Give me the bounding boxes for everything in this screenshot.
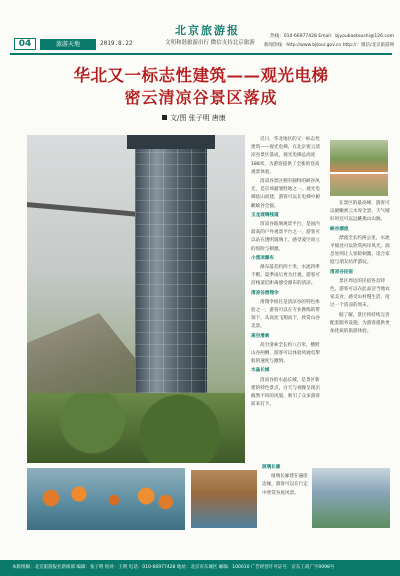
paragraph: 景区周边的民宿各具特色，游客可以在此品尝当地农家美食，感受山村慢生活，度过一个清凉的周末。 [330, 278, 390, 309]
section-heading: 玻璃长廊 [262, 465, 281, 470]
photo-landscape [312, 468, 390, 528]
section-tag: 旅游天地 [40, 39, 96, 50]
paragraph: 近日，华北地区的又一标志性建筑——观光电梯，在北京密云清凉谷景区落成，观光电梯总高度188米，为游客提供了全新的登高观景体验。 [251, 137, 320, 175]
article-column-2 [330, 200, 392, 462]
paragraph: 清凉谷的水晶长城，是景区新建的特色景点，白天与夜晚呈现出截然不同的风貌，吸引了众多游客前来打卡。 [251, 377, 320, 408]
paper-name: 北京旅游报 [175, 24, 240, 37]
paragraph: 清凉谷玻璃观景平台，是国内最高的户外观景平台之一，游客可以站在透明玻璃上，感受凌空而立的惊险与刺激。 [251, 222, 320, 252]
paragraph: 玻璃长廊建在悬崖边缘，游客可以在行走中欣赏谷底风景。 [262, 474, 308, 496]
elevator-top [127, 135, 215, 149]
paragraph: 高空滑索全长约八百米，横跨山谷两侧，游客可以体验风驰电掣般的速度与激情。 [251, 342, 320, 365]
paragraph: 瀑布落差约四十米，水流四季不断，夏季雨后更为壮观，游客可沿栈道近距离感受瀑布的清凉。 [251, 265, 320, 287]
header-rule [10, 53, 392, 55]
headline [20, 66, 382, 108]
issue-date: 2019.8.22 [100, 40, 133, 47]
page-number: 04 [14, 38, 36, 50]
slogan: 文明和谐旅游出行 微信支持北京旅游 [165, 40, 255, 46]
contact-line: 热线：010-66977428 Email：bjyoubaotoushi@126.com [270, 34, 394, 39]
paragraph: 滑翔伞项目是清凉谷的特色体验之一，游客可以在专业教练的带领下，从高处飞翔而下，欣赏山谷美景。 [251, 299, 320, 330]
footer-bar: 本版组稿：北京旅游报社新闻部 编辑：张子明 校对：王明 电话：010-66977428 地址：北京市东城区 邮编：100010 广告经营许可证号：京东工商广字0098号 [0, 560, 400, 576]
paragraph: 清凉谷景区拥有独特的峡谷风光，是京郊避暑胜地之一。观光电梯依山而建，游客可以在电梯中俯瞰峡谷全貌。 [251, 179, 320, 209]
photo-rafting [27, 468, 185, 530]
masthead [0, 0, 400, 52]
photo-boat [191, 470, 257, 528]
section-heading: 峡谷漂流 [330, 226, 349, 232]
section-heading: 玉龙玻璃栈道 [251, 212, 279, 218]
paragraph: 在景区的最高峰，游客可以俯瞰密云水库全景，天气晴好时还可以远眺燕山山脉。 [330, 201, 390, 223]
headline-line-2: 密云清凉谷景区落成 [124, 88, 278, 107]
section-heading: 清凉谷滑翔伞 [251, 290, 279, 296]
photo-top-right-2 [330, 174, 388, 196]
headline-line-1: 华北又一标志性建筑——观光电梯 [73, 66, 329, 85]
byline-text: 文/图 张子明 唐康 [170, 114, 226, 122]
rafters [37, 478, 177, 518]
paragraph: 漂流全长约两公里，水流平缓处可以欣赏两岸风光，湍急处则让人惊险刺激，适合家庭与朋友结伴游玩。 [330, 235, 390, 266]
glass-bridge [27, 202, 139, 217]
section-heading: 高空滑索 [251, 333, 270, 339]
photo-top-right-1 [330, 140, 388, 172]
section-heading: 清凉谷民宿 [330, 269, 353, 275]
contact-line: 新闻热线：http://www.bjtour.gov.cn http://：微信/北京旅游网 [263, 43, 394, 48]
greenery [27, 393, 245, 463]
article-column-3 [262, 464, 308, 528]
byline-square-icon [162, 115, 167, 120]
contacts [262, 32, 394, 50]
byline [162, 113, 226, 123]
paragraph: 据了解，景区将持续完善配套服务设施，为游客提供更加优质的旅游体验。 [330, 312, 390, 335]
section-heading: 水晶长城 [251, 368, 270, 374]
main-photo-elevator [27, 135, 245, 463]
section-heading: 小清凉瀑布 [251, 255, 274, 261]
